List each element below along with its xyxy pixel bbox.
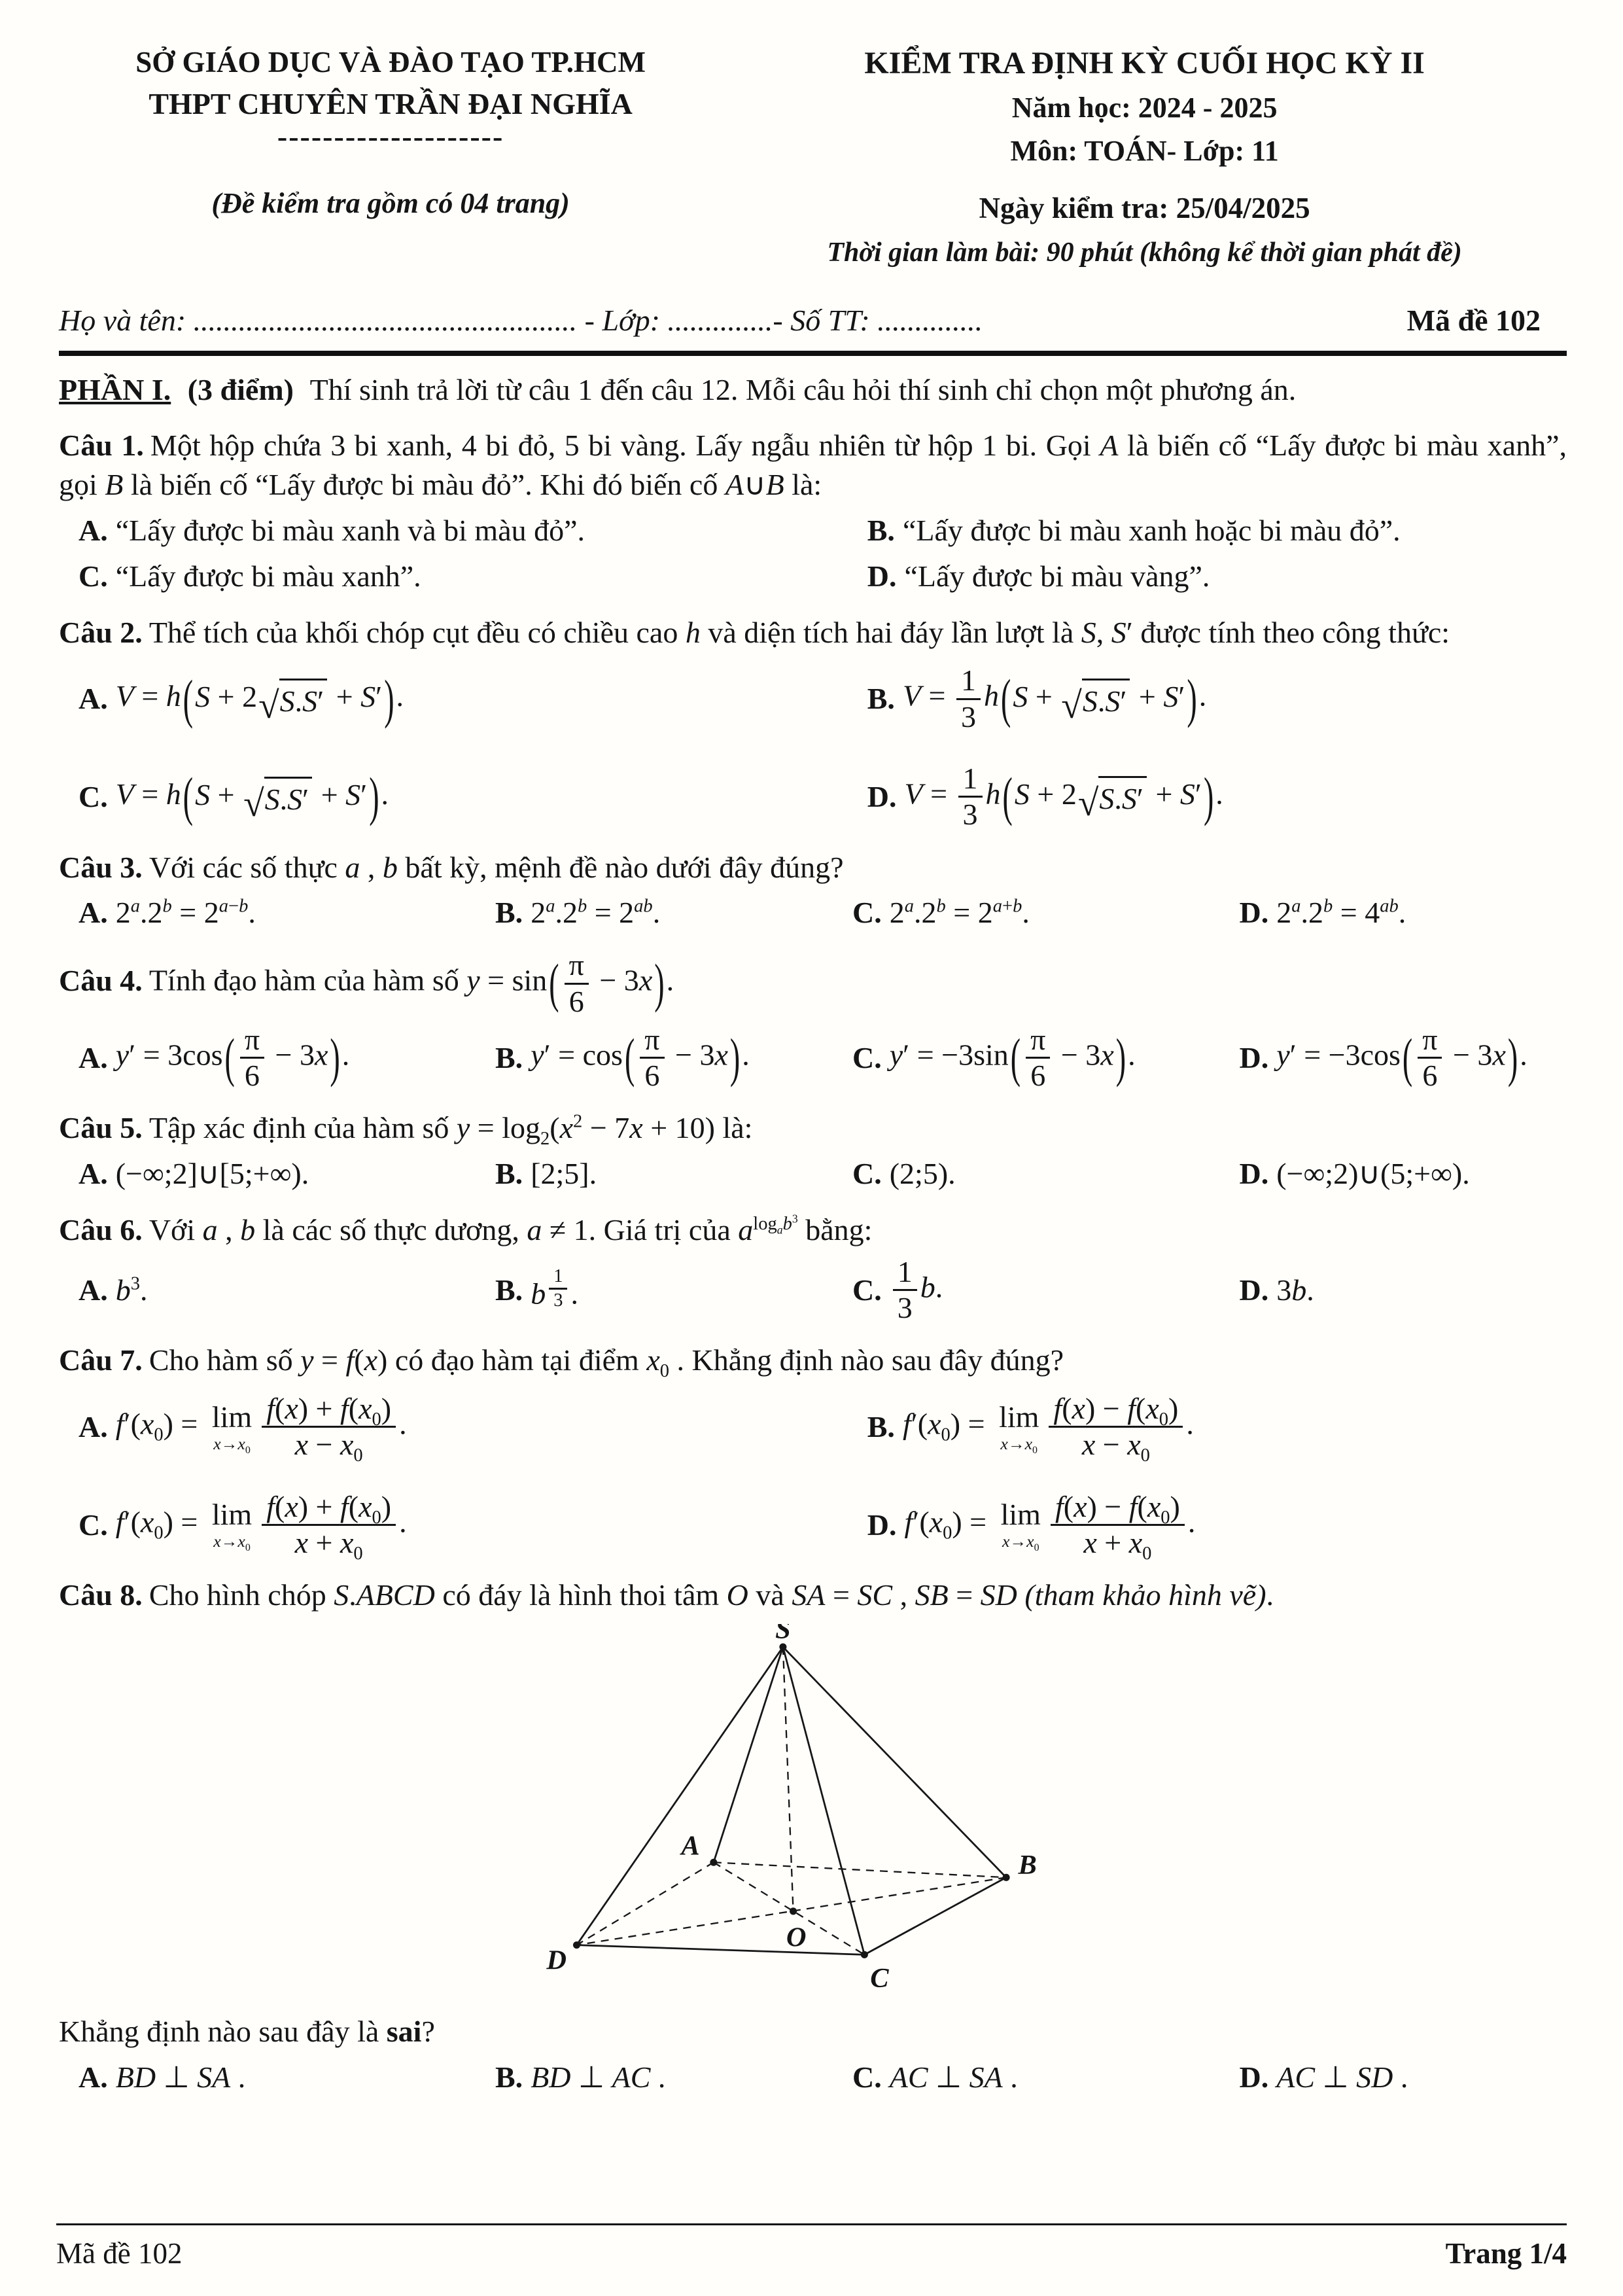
question-4-option-D [1240,1024,1567,1092]
part1-points: (3 điểm) [187,372,294,406]
question-7-option-A [79,1392,867,1466]
question-4-option-A [79,1024,495,1092]
question-3-number: Câu 3. [59,850,143,884]
option-body: “Lấy được bi màu xanh và bi màu đỏ”. [115,514,585,548]
question-3 [59,848,1567,933]
option-body: “Lấy được bi màu xanh”. [115,559,421,593]
question-4-option-B [495,1024,852,1092]
question-5-number: Câu 5. [59,1111,143,1145]
option-body: “Lấy được bi màu xanh hoặc bi màu đỏ”. [902,514,1401,548]
figure-label-S: S [775,1624,791,1646]
option-label-D: D. [1239,1157,1269,1191]
option-label-C: C. [79,779,108,813]
option-label-D: D. [1239,896,1269,930]
question-8-option-B [495,2058,852,2097]
question-6-option-C [852,1256,1240,1324]
option-body: AC ⊥ SD . [1276,2060,1408,2094]
school-year: Năm học: 2024 - 2025 [1011,92,1278,124]
header [59,43,1567,271]
student-info-line [59,301,1567,340]
option-body: $2^a.2^b = 4^{ab}$. [1276,896,1406,930]
question-1-option-C [79,557,867,596]
question-6-option-D [1240,1256,1567,1324]
option-body: $f'(x_0)$ = lim $x\to x_0$ $\frac{f(x) + f(x_0)}{x - x_0}$ . [115,1392,407,1466]
option-label-C: C. [79,559,108,593]
option-body: [2;5]. [531,1157,597,1191]
exam-title: KIỂM TRA ĐỊNH KỲ CUỐI HỌC KỲ II [864,46,1425,80]
question-2-option-C [79,763,867,831]
option-label-A: A. [79,896,108,930]
option-label-B: B. [867,514,895,548]
question-1-options [59,511,1567,596]
option-body: $2^a.2^b = 2^{ab}$. [531,896,661,930]
question-3-option-D [1240,893,1567,932]
part1-label: PHẦN I. [59,372,171,406]
question-7-text: Câu 7. Cho hàm số y = f(x) có đạo hàm tại điểm $x_0$ . Khẳng định nào sau đây đúng? [59,1343,1064,1382]
questions [59,426,1567,2096]
question-5-option-B [495,1154,852,1193]
question-7-number: Câu 7. [59,1343,143,1377]
question-7 [59,1341,1567,1564]
figure-label-A: A [680,1830,700,1862]
question-3-option-A [79,893,495,932]
question-1-option-D [867,557,1567,596]
question-2-option-D [867,763,1567,831]
duration-note: Thời gian làm bài: 90 phút (không kể thời gian phát đề) [827,238,1462,268]
footer-page-number: Trang 1/4 [1445,2236,1567,2270]
option-body: y′ = cos ( $\frac{\pi}{6}$ − 3x ) . [531,1022,750,1093]
option-label-D: D. [867,559,897,593]
option-label-B: B. [867,1410,895,1444]
school-name: THPT CHUYÊN TRẦN ĐẠI NGHĨA [148,86,633,120]
question-1-text: Câu 1. Một hộp chứa 3 bi xanh, 4 bi đỏ, 5 bi vàng. Lấy ngẫu nhiên từ hộp 1 bi. Gọi A là biến cố “Lấy được bi màu xanh”, gọi B là biến cố “Lấy được bi màu đỏ”. Khi đó biến cố A∪B là: [59,429,1567,502]
question-3-text: Câu 3. Với các số thực a , b bất kỳ, mệnh đề nào dưới đây đúng? [59,850,844,884]
option-label-D: D. [1239,2060,1269,2094]
question-2-options [59,665,1567,830]
question-8-figure [59,1624,1567,2008]
question-5-option-D [1240,1154,1567,1193]
question-3-option-C [852,893,1240,932]
option-label-D: D. [1239,1040,1269,1074]
student-fill-in: Họ và tên: ................................................... - Lớp: ..............- Số TT: .............. [59,303,983,337]
option-body: (−∞;2)∪(5;+∞). [1276,1157,1470,1191]
option-body: $f'(x_0)$ = lim $x\to x_0$ $\frac{f(x) - f(x_0)}{x - x_0}$ . [902,1392,1194,1466]
option-label-A: A. [79,514,108,548]
question-4-text: Câu 4. Tính đạo hàm của hàm số y = sin ( $\frac{\pi}{6}$ − 3x ) . [59,948,674,1018]
option-label-A: A. [79,1040,108,1074]
option-body: “Lấy được bi màu vàng”. [904,559,1210,593]
option-body: V = h ( S + 2 √ S.S′ + S′ ) . [115,669,404,729]
option-body: y′ = −3cos ( $\frac{\pi}{6}$ − 3x ) . [1276,1022,1527,1093]
question-1-option-A [79,511,867,550]
question-8 [59,1576,1567,2096]
option-label-B: B. [495,1040,523,1074]
divider-dashes: -------------------- [277,120,504,154]
page-count-note: (Đề kiểm tra gồm có 04 trang) [211,186,570,219]
figure-label-D: D [546,1945,567,1976]
question-4-options [59,1024,1567,1092]
question-7-options [59,1392,1567,1564]
option-body: $b^3$. [115,1273,148,1307]
option-body: BD ⊥ AC . [531,2060,666,2094]
option-body: $2^a.2^b = 2^{a+b}$. [889,896,1030,930]
option-label-C: C. [852,1040,882,1074]
footer [56,2223,1567,2273]
option-label-A: A. [79,1157,108,1191]
option-body: y′ = 3cos ( $\frac{\pi}{6}$ − 3x ) . [115,1022,350,1093]
question-1-option-B [867,511,1567,550]
option-body: V = h ( S + √ S.S′ + S′ ) . [115,766,389,827]
figure-label-O: O [786,1922,806,1953]
option-body: $f'(x_0)$ = lim $x\to x_0$ $\frac{f(x) + f(x_0)}{x + x_0}$ . [115,1489,407,1564]
option-body: $2^a.2^b = 2^{a-b}$. [115,896,256,930]
question-5-option-A [79,1154,495,1193]
option-label-D: D. [867,779,897,813]
question-6-number: Câu 6. [59,1213,143,1246]
option-body: AC ⊥ SA . [889,2060,1018,2094]
option-label-B: B. [495,2060,523,2094]
option-body: V = $\frac{1}{3}$ h ( S + 2 √ S.S′ + S′ ) . [904,762,1223,832]
question-6-text: Câu 6. Với a , b là các số thực dương, a ≠ 1. Giá trị của $a^{log_ab^3}$ bằng: [59,1212,873,1246]
option-body: $f'(x_0)$ = lim $x\to x_0$ $\frac{f(x) - f(x_0)}{x + x_0}$ . [904,1489,1196,1564]
question-2-option-A [79,665,867,733]
header-rule [59,351,1567,356]
part1-instruction: Thí sinh trả lời từ câu 1 đến câu 12. Mỗi câu hỏi thí sinh chỉ chọn một phương án. [309,372,1297,406]
option-label-C: C. [852,896,882,930]
question-2-option-B [867,665,1567,733]
question-6-option-A [79,1256,495,1324]
option-label-B: B. [495,1157,523,1191]
exam-block [722,43,1567,271]
figure-label-B: B [1018,1849,1037,1881]
option-body: V = $\frac{1}{3}$ h ( S + √ S.S′ + S′ ) . [902,663,1207,733]
subject-grade: Môn: TOÁN- Lớp: 11 [1010,134,1279,167]
exam-code-badge: Mã đề 102 [1406,303,1541,337]
footer-exam-code: Mã đề 102 [56,2236,183,2270]
option-body: (2;5). [889,1157,956,1191]
question-6 [59,1210,1567,1324]
option-label-C: C. [852,1273,882,1307]
option-label-A: A. [79,1273,108,1307]
option-label-A: A. [79,2060,108,2094]
question-5-option-C [852,1154,1240,1193]
question-8-options [59,2058,1567,2097]
question-2 [59,613,1567,831]
option-label-C: C. [852,1157,882,1191]
option-body: $\frac{1}{3}$ b. [890,1256,943,1324]
question-5-options [59,1154,1567,1193]
question-8-number: Câu 8. [59,1578,143,1612]
option-label-D: D. [1239,1273,1269,1307]
question-8-text: Câu 8. Cho hình chóp S.ABCD có đáy là hình thoi tâm O và SA = SC , SB = SD (tham khảo hình vẽ). [59,1578,1274,1612]
option-label-A: A. [79,682,108,716]
question-6-options [59,1256,1567,1324]
option-label-B: B. [495,896,523,930]
question-3-options [59,893,1567,932]
option-body: BD ⊥ SA . [115,2060,246,2094]
question-7-option-B [867,1392,1567,1466]
question-5 [59,1108,1567,1193]
question-1 [59,426,1567,595]
option-label-B: B. [495,1273,523,1307]
option-body: b $^{\frac{1}{3}}$ . [531,1266,578,1311]
option-label-D: D. [867,1508,897,1542]
question-5-text: Câu 5. Tập xác định của hàm số $y = \log_2(x^2 - 7x + 10)$ là: [59,1111,753,1150]
option-body: y′ = −3sin ( $\frac{\pi}{6}$ − 3x ) . [889,1022,1136,1093]
option-label-A: A. [79,1410,108,1444]
question-1-number: Câu 1. [59,429,144,463]
option-body: (−∞;2]∪[5;+∞). [115,1157,309,1191]
question-3-option-B [495,893,852,932]
pyramid-figure [542,1624,1085,1998]
question-7-option-D [867,1489,1567,1564]
question-2-number: Câu 2. [59,615,143,649]
question-8-option-D [1240,2058,1567,2097]
question-4 [59,949,1567,1091]
option-label-C: C. [79,1508,108,1542]
question-4-number: Câu 4. [59,963,143,997]
question-7-option-C [79,1489,867,1564]
question-2-text: Câu 2. Thể tích của khối chóp cụt đều có chiều cao h và diện tích hai đáy lần lượt là S, S′ được tính theo công thức: [59,615,1450,649]
question-4-option-C [852,1024,1240,1092]
figure-label-C: C [869,1963,889,1994]
question-6-option-B [495,1256,852,1324]
question-8-option-C [852,2058,1240,2097]
question-8-option-A [79,2058,495,2097]
question-8-text-2: Khẳng định nào sau đây là sai? [59,2014,435,2048]
option-label-B: B. [867,682,895,716]
exam-date: Ngày kiểm tra: 25/04/2025 [979,191,1310,224]
option-label-C: C. [852,2060,882,2094]
department-name: SỞ GIÁO DỤC VÀ ĐÀO TẠO TP.HCM [135,46,646,79]
option-body: 3b. [1276,1273,1314,1307]
part1-heading [59,370,1567,410]
school-block [59,43,722,222]
